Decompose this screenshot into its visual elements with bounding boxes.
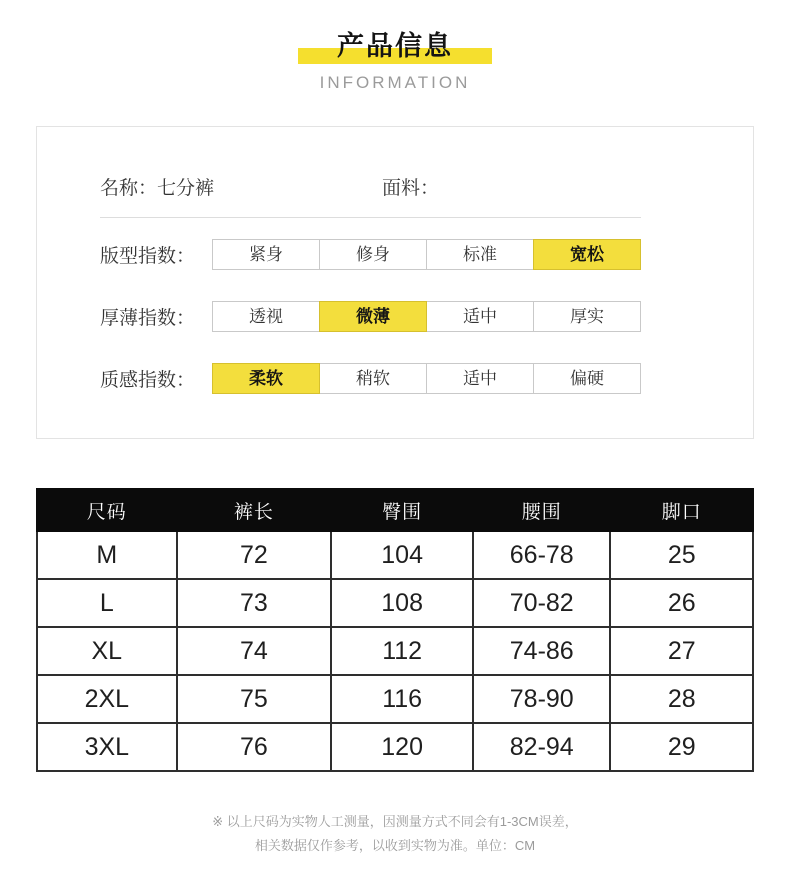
index-option: 紧身 bbox=[212, 239, 320, 270]
header-cell-size: 尺码 bbox=[37, 489, 177, 531]
index-label: 厚薄指数： bbox=[100, 308, 196, 329]
index-option: 修身 bbox=[319, 239, 427, 270]
table-cell: 74 bbox=[177, 627, 332, 675]
table-cell: 66-78 bbox=[473, 531, 610, 579]
table-cell: 82-94 bbox=[473, 723, 610, 771]
table-cell: 28 bbox=[610, 675, 753, 723]
index-option: 厚实 bbox=[533, 301, 641, 332]
table-cell: 112 bbox=[331, 627, 473, 675]
index-option: 稍软 bbox=[319, 363, 427, 394]
header-row bbox=[37, 489, 753, 531]
table-cell: 120 bbox=[331, 723, 473, 771]
table-cell: L bbox=[37, 579, 177, 627]
table-cell: 27 bbox=[610, 627, 753, 675]
size-note bbox=[0, 810, 790, 858]
product-name-row bbox=[100, 173, 753, 200]
index-option: 适中 bbox=[426, 301, 534, 332]
table-row bbox=[37, 531, 753, 579]
index-label: 版型指数： bbox=[100, 246, 196, 267]
size-table bbox=[36, 488, 754, 772]
table-row bbox=[37, 579, 753, 627]
table-cell: 3XL bbox=[37, 723, 177, 771]
index-options bbox=[212, 363, 641, 394]
index-option: 宽松 bbox=[533, 239, 641, 270]
table-cell: 70-82 bbox=[473, 579, 610, 627]
product-name-label: 名称： bbox=[100, 178, 158, 199]
table-cell: 29 bbox=[610, 723, 753, 771]
size-table-header bbox=[37, 489, 753, 531]
thickness-index-row bbox=[100, 301, 753, 332]
table-cell: 76 bbox=[177, 723, 332, 771]
size-note-line2: 相关数据仅作参考，以收到实物为准。单位：CM bbox=[254, 838, 536, 853]
table-cell: 72 bbox=[177, 531, 332, 579]
table-row bbox=[37, 723, 753, 771]
index-option: 透视 bbox=[212, 301, 320, 332]
table-cell: 25 bbox=[610, 531, 753, 579]
index-option: 微薄 bbox=[319, 301, 427, 332]
texture-index-row bbox=[100, 363, 753, 394]
fabric-field bbox=[382, 173, 439, 200]
index-option: 柔软 bbox=[212, 363, 320, 394]
product-name-value: 七分裤 bbox=[157, 178, 215, 199]
index-options bbox=[212, 301, 641, 332]
index-option: 偏硬 bbox=[533, 363, 641, 394]
index-label: 质感指数： bbox=[100, 370, 196, 391]
page-title: 产品信息 bbox=[337, 31, 453, 61]
index-option: 适中 bbox=[426, 363, 534, 394]
page-subtitle: INFORMATION bbox=[319, 73, 471, 92]
table-cell: 74-86 bbox=[473, 627, 610, 675]
table-cell: M bbox=[37, 531, 177, 579]
table-cell: 73 bbox=[177, 579, 332, 627]
size-note-line1: ※ 以上尺码为实物人工测量，因测量方式不同会有1-3CM误差， bbox=[212, 814, 578, 829]
table-cell: 2XL bbox=[37, 675, 177, 723]
product-name-field bbox=[100, 173, 214, 200]
product-info-panel bbox=[36, 126, 754, 439]
header-cell-leg-opening: 脚口 bbox=[610, 489, 753, 531]
index-option: 标准 bbox=[426, 239, 534, 270]
page-header bbox=[0, 0, 790, 93]
table-cell: 104 bbox=[331, 531, 473, 579]
table-cell: 78-90 bbox=[473, 675, 610, 723]
header-cell-pant-length: 裤长 bbox=[177, 489, 332, 531]
table-cell: 26 bbox=[610, 579, 753, 627]
fabric-label: 面料： bbox=[382, 178, 440, 199]
table-row bbox=[37, 627, 753, 675]
table-cell: 108 bbox=[331, 579, 473, 627]
table-row bbox=[37, 675, 753, 723]
table-cell: 116 bbox=[331, 675, 473, 723]
table-cell: XL bbox=[37, 627, 177, 675]
header-cell-waist: 腰围 bbox=[473, 489, 610, 531]
divider bbox=[100, 217, 641, 218]
table-cell: 75 bbox=[177, 675, 332, 723]
header-cell-hip: 臀围 bbox=[331, 489, 473, 531]
fit-index-row bbox=[100, 239, 753, 270]
index-options bbox=[212, 239, 641, 270]
page-title-wrap bbox=[298, 32, 492, 60]
